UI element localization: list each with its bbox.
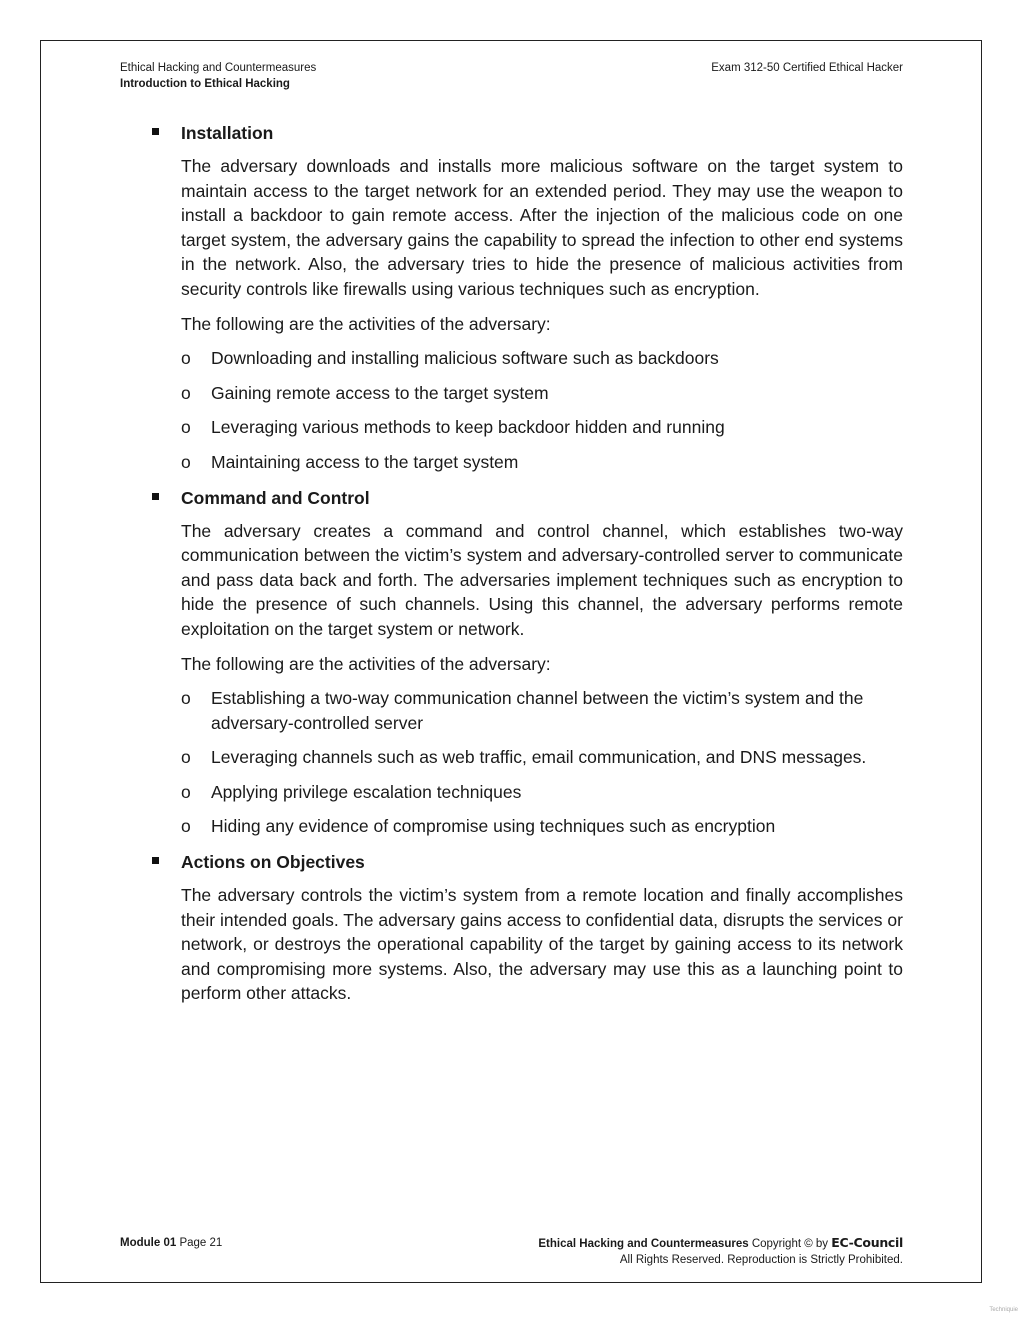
square-bullet-icon <box>152 857 159 864</box>
copyright-title: Ethical Hacking and Countermeasures <box>538 1238 749 1250</box>
section-heading: Actions on Objectives <box>120 849 903 875</box>
list-item: o Hiding any evidence of compromise using techniques such as encryption <box>211 814 903 839</box>
book-title: Ethical Hacking and Countermeasures <box>120 62 317 74</box>
list-item: o Leveraging channels such as web traffic, email communication, and DNS messages. <box>211 745 903 770</box>
footer-module-page <box>120 1235 222 1251</box>
footer-copyright <box>538 1235 903 1268</box>
circle-bullet-icon: o <box>181 816 191 837</box>
activity-list <box>120 346 903 474</box>
list-item: o Establishing a two-way communication channel between the victim’s system and the adversary-controlled server <box>181 688 864 733</box>
section-installation <box>120 120 903 475</box>
rights-text: All Rights Reserved. Reproduction is Strictly Prohibited. <box>619 1254 903 1266</box>
activities-lead: The following are the activities of the adversary: <box>181 313 551 334</box>
list-item: o Downloading and installing malicious software such as backdoors <box>211 346 903 371</box>
header-left <box>120 60 316 92</box>
section-actions-on-objectives <box>120 849 903 1006</box>
circle-bullet-icon: o <box>181 417 191 438</box>
list-item: o Gaining remote access to the target system <box>211 381 903 406</box>
list-item: o Leveraging various methods to keep backdoor hidden and running <box>211 415 903 440</box>
activity-list <box>120 686 903 839</box>
list-item: o Applying privilege escalation techniques <box>211 780 903 805</box>
ec-council-logo: EC-Council <box>831 1235 903 1250</box>
circle-bullet-icon: o <box>181 382 191 403</box>
section-paragraph: The adversary controls the victim’s system from a remote location and finally accomplishes their intended goals. The adversary gains access to confidential data, disrupts the services or network, or destroys the operational capability of the target by gaining access to its network and compromising more systems. Also, the adversary may use this as a launching point to perform other attacks. <box>181 885 903 1004</box>
section-paragraph: The adversary creates a command and control channel, which establishes two-way communication between the victim’s system and adversary-controlled server to communicate and pass data back and forth. The adversaries implement techniques such as encryption to hide the presence of such channels. Using this channel, the adversary performs remote exploitation on the target system or network. <box>181 520 903 639</box>
circle-bullet-icon: o <box>181 348 191 369</box>
watermark: Techniquie <box>989 1307 1018 1313</box>
exam-title: Exam 312-50 Certified Ethical Hacker <box>711 62 903 74</box>
section-paragraph: The adversary downloads and installs more malicious software on the target system to maintain access to the target network for an extended period. They may use the weapon to install a backdoor to gain remote access. After the injection of the malicious code on one target system, the adversary gains the capability to spread the infection to other end systems in the network. Also, the adversary tries to hide the presence of malicious activities from security controls like firewalls using various techniques such as encryption. <box>181 156 903 299</box>
module-title: Introduction to Ethical Hacking <box>120 78 290 90</box>
main-content <box>120 120 903 1016</box>
module-number: Module 01 <box>120 1237 177 1249</box>
section-heading: Installation <box>120 120 903 146</box>
section-heading: Command and Control <box>120 485 903 511</box>
copyright-text: Copyright © by <box>751 1238 829 1250</box>
page-number: Page 21 <box>179 1237 223 1249</box>
circle-bullet-icon: o <box>181 747 191 768</box>
circle-bullet-icon: o <box>181 781 191 802</box>
circle-bullet-icon: o <box>181 688 191 709</box>
section-command-and-control <box>120 485 903 840</box>
square-bullet-icon <box>152 128 159 135</box>
list-item: o Maintaining access to the target system <box>211 450 903 475</box>
activities-lead: The following are the activities of the adversary: <box>181 653 551 674</box>
square-bullet-icon <box>152 493 159 500</box>
circle-bullet-icon: o <box>181 451 191 472</box>
